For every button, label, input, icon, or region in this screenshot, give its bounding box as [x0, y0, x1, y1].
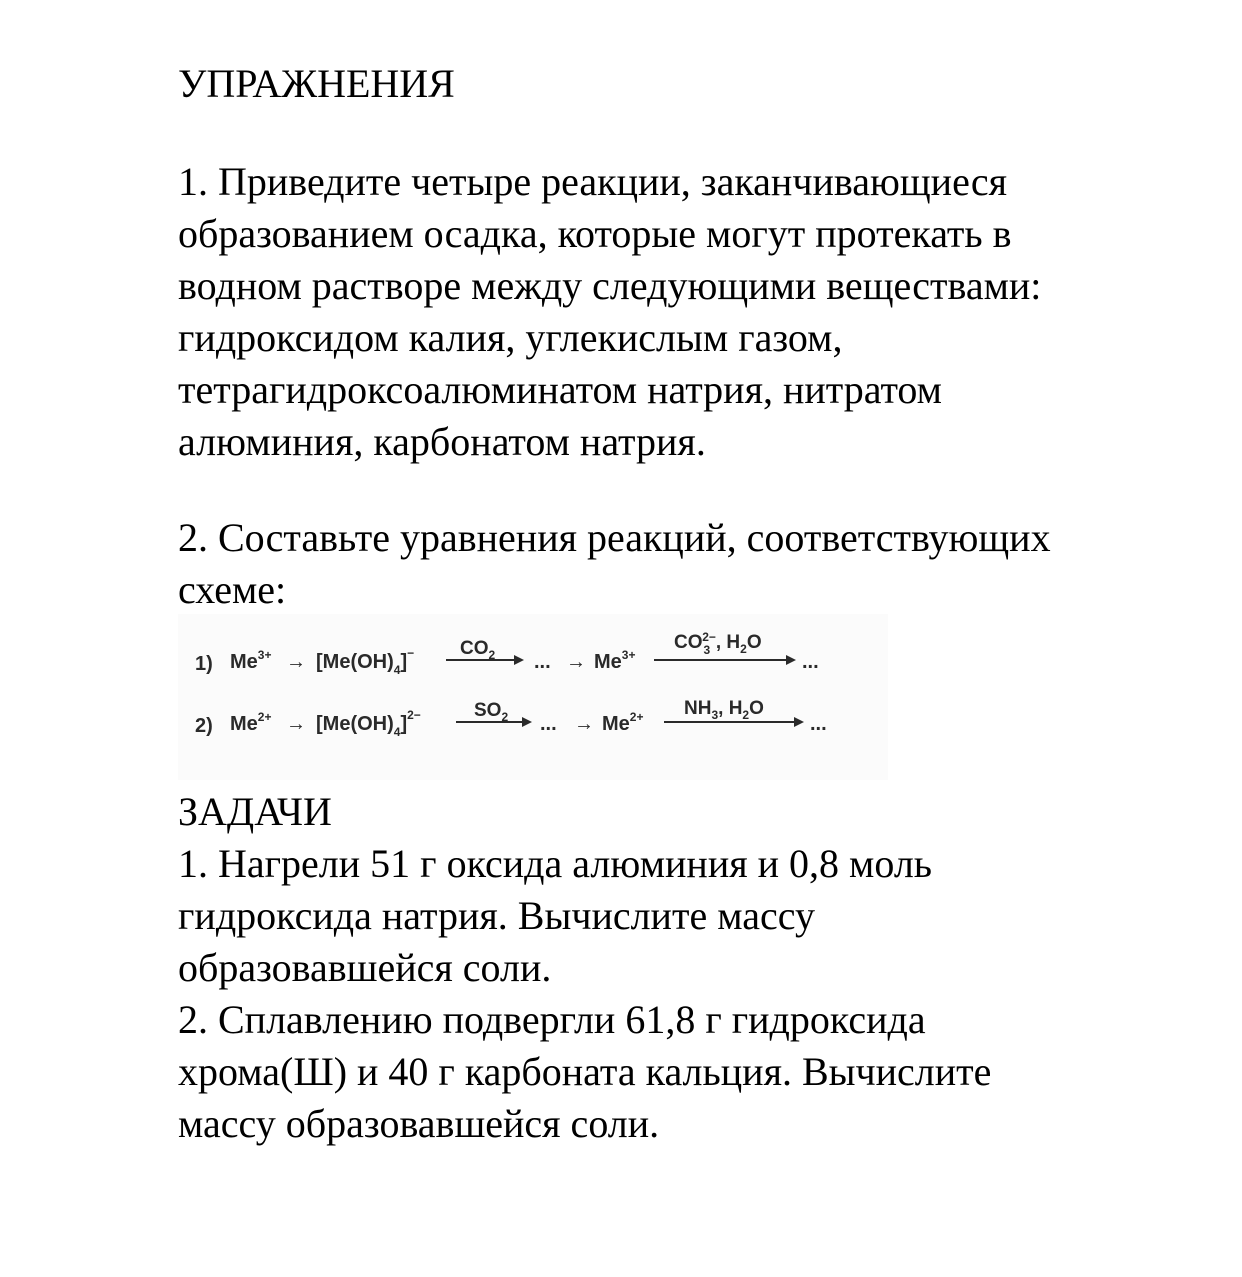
scheme-ion: $Me^{2+}$ [230, 710, 272, 735]
exercise-2-line: схеме: [178, 567, 287, 612]
scheme-reagent: $CO_2$ [460, 638, 496, 662]
scheme-dots: ... [802, 651, 819, 673]
scheme-reaction-arrow-head [514, 655, 524, 665]
scheme-reagent: $CO_32-$, $H_2O$ [674, 630, 762, 657]
scheme-row-number: 2) [195, 715, 213, 737]
scheme-ion: $Me^{3+}$ [594, 648, 636, 673]
scheme-ion: $Me^{2+}$ [602, 710, 644, 735]
scheme-arrow: → [286, 651, 306, 673]
scheme-reagent: $NH_3$, $H_2O$ [684, 698, 764, 722]
scheme-dots: ... [810, 713, 827, 735]
scheme-arrow: → [566, 651, 586, 673]
scheme-complex: $[Me(OH)_4]^-$ [316, 646, 415, 677]
exercise-1-line: 1. Приведите четыре реакции, заканчивающиеся [178, 159, 1007, 204]
exercise-1-line: алюминия, карбонатом натрия. [178, 419, 706, 464]
scheme-row-number: 1) [195, 653, 213, 675]
scheme-arrow: → [574, 713, 594, 735]
scheme-complex: $[Me(OH)_4]^{2-}$ [316, 708, 421, 739]
scheme-row-1 [195, 630, 819, 677]
tasks-heading: ЗАДАЧИ [178, 789, 332, 834]
scheme-arrow: → [286, 713, 306, 735]
exercise-2-line: 2. Составьте уравнения реакций, соответствующих [178, 515, 1051, 560]
task-line: хрома(Ш) и 40 г карбоната кальция. Вычислите [178, 1049, 992, 1094]
task-line: гидроксида натрия. Вычислите массу [178, 893, 815, 938]
scheme-row-2 [195, 698, 827, 739]
reaction-scheme [178, 614, 888, 780]
scheme-reaction-arrow-head [786, 655, 796, 665]
task-line: образовавшейся соли. [178, 945, 552, 990]
reaction-scheme-svg [178, 614, 888, 780]
scheme-reaction-arrow-head [794, 717, 804, 727]
task-line: 1. Нагрели 51 г оксида алюминия и 0,8 моль [178, 841, 933, 886]
scheme-reaction-arrow-head [522, 717, 532, 727]
scheme-ion: $Me^{3+}$ [230, 648, 272, 673]
task-line: массу образовавшейся соли. [178, 1101, 660, 1146]
exercises-heading: УПРАЖНЕНИЯ [178, 61, 455, 106]
scheme-reagent: $SO_2$ [474, 700, 509, 724]
exercise-1-line: тетрагидроксоалюминатом натрия, нитратом [178, 367, 942, 412]
exercise-1-line: образованием осадка, которые могут протекать в [178, 211, 1012, 256]
exercise-1-line: гидроксидом калия, углекислым газом, [178, 315, 843, 360]
scheme-dots: ... [540, 713, 557, 735]
scheme-dots: ... [534, 651, 551, 673]
task-line: 2. Сплавлению подвергли 61,8 г гидроксида [178, 997, 926, 1042]
exercise-1-line: водном растворе между следующими веществами: [178, 263, 1042, 308]
